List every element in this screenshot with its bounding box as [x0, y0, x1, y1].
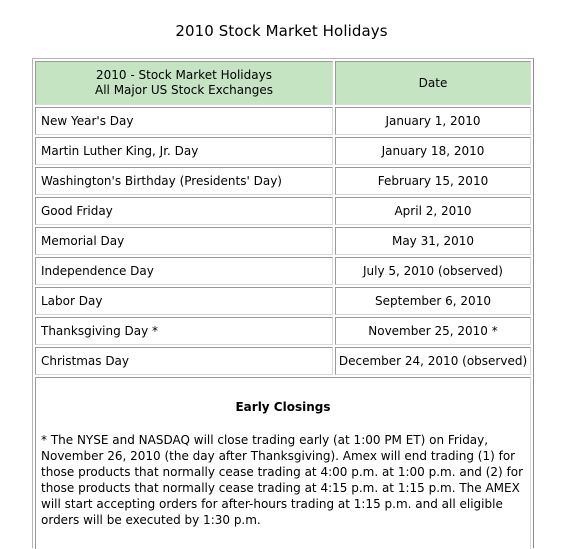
early-closings-text: * The NYSE and NASDAQ will close trading early (at 1:00 PM ET) on Friday, November 26, 2010 (the day after Thanksgiving). Amex will end trading (1) for those products that normally cease trading at 4:00 p.m. at 1:00 p.m. and (2) for those products that normally cease trading at 4:15 p.m. at 1:15 p.m. The AMEX will start accepting orders for after-hours trading at 1:15 p.m. and all eligible orders will be executed by 1:30 p.m. [41, 433, 524, 527]
header-holiday-line1: 2010 - Stock Market Holidays [96, 68, 272, 82]
holiday-name: Labor Day [35, 287, 333, 315]
holiday-date: May 31, 2010 [335, 227, 531, 255]
holiday-name: Good Friday [35, 197, 333, 225]
holiday-name: Thanksgiving Day * [35, 317, 333, 345]
holiday-name: New Year's Day [35, 107, 333, 135]
holiday-date: April 2, 2010 [335, 197, 531, 225]
holiday-date: September 6, 2010 [335, 287, 531, 315]
holidays-table [32, 58, 534, 548]
table-header-date: Date [335, 61, 531, 105]
holiday-name: Memorial Day [35, 227, 333, 255]
holiday-name: Washington's Birthday (Presidents' Day) [35, 167, 333, 195]
table-header-holiday [35, 61, 333, 105]
header-holiday-line2: All Major US Stock Exchanges [95, 83, 273, 97]
holiday-date: January 1, 2010 [335, 107, 531, 135]
early-closings-cell [35, 377, 531, 549]
holiday-date: November 25, 2010 * [335, 317, 531, 345]
holiday-date: February 15, 2010 [335, 167, 531, 195]
page-title: 2010 Stock Market Holidays [175, 22, 388, 40]
holiday-date: January 18, 2010 [335, 137, 531, 165]
early-closings-title: Early Closings [235, 400, 331, 414]
holiday-date: December 24, 2010 (observed) [335, 347, 531, 375]
holiday-name: Independence Day [35, 257, 333, 285]
holiday-name: Martin Luther King, Jr. Day [35, 137, 333, 165]
holiday-date: July 5, 2010 (observed) [335, 257, 531, 285]
holiday-name: Christmas Day [35, 347, 333, 375]
